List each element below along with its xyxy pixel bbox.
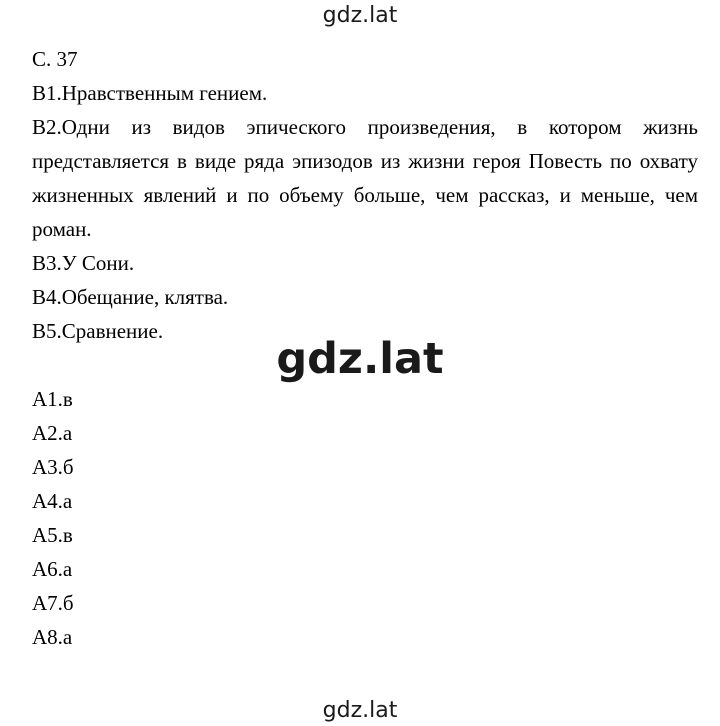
answer-b5: В5.Сравнение. [32,319,164,343]
answer-a2: А2.а [32,421,73,445]
answer-document [32,42,698,654]
answer-a3: А3.б [32,455,74,479]
answer-a6: А6.а [32,557,73,581]
watermark-top: gdz.lat [322,3,398,28]
answer-a4: А4.а [32,489,73,513]
answer-b2: В2.Одни из видов эпического произведения, в котором жизнь представляется в виде ряда эпизодов из жизни героя Повесть по охвату жизненных явлений и по объему больше, чем рассказ, и меньше, чем роман. [32,115,698,241]
answer-a8: А8.а [32,625,73,649]
answer-b1: В1.Нравственным гением. [32,81,268,105]
answer-a1: А1.в [32,387,73,411]
answer-b3: В3.У Сони. [32,251,135,275]
watermark-bottom: gdz.lat [322,698,398,723]
answer-b4: В4.Обещание, клятва. [32,285,229,309]
page-reference: С. 37 [32,47,78,71]
answer-a7: А7.б [32,591,74,615]
section-gap [32,348,698,382]
watermark-middle: gdz.lat [276,334,444,384]
answer-a5: А5.в [32,523,73,547]
